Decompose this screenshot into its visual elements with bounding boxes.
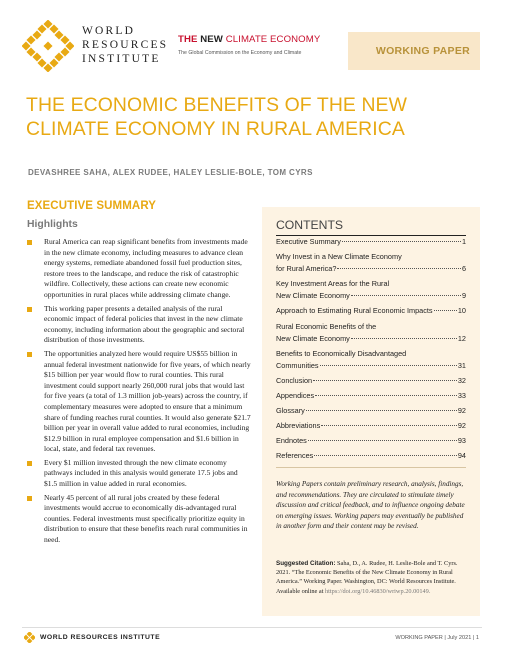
working-paper-badge — [348, 32, 480, 70]
citation-label: Suggested Citation: — [276, 560, 336, 567]
toc-entry[interactable] — [276, 333, 466, 345]
toc-entry[interactable] — [276, 290, 466, 302]
nce-subtitle: The Global Commission on the Economy and Climate — [178, 50, 302, 56]
toc-entry[interactable] — [276, 305, 466, 317]
footer-page-info: WORKING PAPER | July 2021 | 1 — [395, 635, 479, 641]
footer-org-name: WORLD RESOURCES INSTITUTE — [40, 634, 161, 641]
toc-entry[interactable] — [276, 236, 466, 248]
toc-page-number: 94 — [457, 451, 466, 461]
toc-label: Executive Summary — [276, 237, 341, 246]
toc-leader — [314, 455, 457, 456]
toc-page-number: 1 — [461, 237, 466, 246]
wri-footer-logo-icon — [24, 632, 35, 643]
logo-diamond — [49, 58, 58, 67]
page-title: THE ECONOMIC BENEFITS OF THE NEW CLIMATE ECONOMY IN RURAL AMERICA — [26, 94, 407, 140]
highlight-text: This working paper presents a detailed analysis of the rural economic impact of federal policies that invest in the new climate economy, including information about the geographic and sectoral distribution of those investments. — [44, 303, 245, 345]
nce-new: NEW — [200, 34, 226, 45]
org-name-line: WORLD — [82, 25, 136, 37]
toc-entry[interactable] — [276, 375, 466, 387]
toc-leader — [351, 338, 457, 339]
toc-entry[interactable] — [276, 450, 466, 462]
logo-diamond — [37, 58, 46, 67]
toc-line[interactable]: Key Investment Areas for the Rural — [276, 279, 390, 289]
toc-leader — [321, 425, 457, 426]
toc-label: Endnotes — [276, 436, 307, 446]
highlight-text: The opportunities analyzed here would require US$55 billion in annual federal investment nationwide for five years, of which nearly $15 billion per year would flow to rural counties. This rural investment could support nearly 260,000 rural jobs that would last for five years (a total of 1.3 million job-years) across the country, if complementary measures were adopted to ensure that a minimum share of funding reaches rural counties. It would also generate $21.7 billion per year in overall value added to rural economies, including $12.9 billion in rural employee compensation and $1.6 billion in local, state, and federal tax revenues. — [44, 348, 251, 454]
toc-page-number: 93 — [457, 436, 466, 446]
toc-leader — [351, 295, 461, 296]
toc-line[interactable]: Why Invest in a New Climate Economy — [276, 252, 402, 262]
toc-label: Abbreviations — [276, 421, 321, 431]
highlight-item — [27, 304, 252, 346]
contents-panel — [262, 207, 480, 616]
toc-leader — [434, 310, 457, 311]
toc-page-number: 9 — [461, 291, 466, 301]
logo-diamond — [43, 63, 52, 72]
toc-page-number: 92 — [457, 421, 466, 431]
highlight-item — [27, 493, 252, 546]
toc-page-number: 92 — [457, 406, 466, 416]
bullet-square-icon — [27, 461, 32, 466]
logo-diamond — [32, 30, 41, 39]
bullet-square-icon — [27, 352, 32, 357]
toc-entry[interactable] — [276, 405, 466, 417]
toc-label: Communities — [276, 360, 319, 370]
working-paper-note: Working Papers contain preliminary research, analysis, findings, and recommendations. They are circulated to stimulate timely discussion and critical feedback, and to influence ongoing debate on emerging issues. Working papers may eventually be published in another form and their content may be revised. — [276, 480, 465, 531]
logo-diamond — [54, 52, 63, 61]
toc-leader — [320, 365, 457, 366]
org-name-line: INSTITUTE — [82, 53, 161, 65]
toc-leader — [315, 395, 457, 396]
toc-label: Glossary — [276, 406, 305, 416]
highlight-item — [27, 237, 252, 301]
logo-diamond — [32, 52, 41, 61]
logo-diamond — [43, 41, 52, 50]
contents-title: CONTENTS — [276, 218, 344, 232]
toc-leader — [313, 380, 457, 381]
nce-rest: CLIMATE ECONOMY — [225, 34, 321, 45]
highlight-item — [27, 458, 252, 490]
section-heading: EXECUTIVE SUMMARY — [27, 200, 157, 212]
toc-label: Approach to Estimating Rural Economic Impacts — [276, 306, 433, 316]
toc-page-number: 12 — [457, 333, 466, 343]
toc-entry[interactable] — [276, 263, 466, 275]
highlights-list — [27, 237, 252, 549]
table-of-contents — [276, 236, 466, 463]
logo-diamond — [65, 41, 74, 50]
toc-leader — [308, 440, 457, 441]
bullet-square-icon — [27, 496, 32, 501]
toc-label: Conclusion — [276, 375, 313, 385]
toc-entry[interactable] — [276, 435, 466, 447]
toc-page-number: 32 — [457, 375, 466, 385]
toc-label: References — [276, 451, 314, 461]
toc-leader — [306, 410, 457, 411]
section-subheading: Highlights — [27, 219, 78, 230]
toc-label: for Rural America? — [276, 264, 337, 274]
toc-page-number: 10 — [457, 306, 466, 316]
logo-diamond — [43, 20, 52, 29]
suggested-citation — [276, 559, 468, 596]
highlight-text: Every $1 million invested through the new climate economy pathways included in this analysis would generate 17.5 jobs and $1.5 million in value added in rural economies. — [44, 457, 238, 489]
toc-label: Appendices — [276, 391, 315, 401]
toc-entry[interactable] — [276, 390, 466, 402]
highlight-text: Nearly 45 percent of all rural jobs created by these federal investments would accrue to economically dis-advantaged rural counties. Federal investments must specifically prioritize equity in distribution to ensure that these benefits reach rural communities in need. — [44, 492, 248, 545]
toc-leader — [342, 241, 461, 242]
logo-diamond — [37, 24, 46, 33]
org-name — [82, 24, 168, 66]
highlight-text: Rural America can reap significant benefits from investments made in the new climate economy, including measures to advance clean energy systems, remediate abandoned fossil fuel production sites, restore trees to the landscape, and reduce the risk of catastrophic wildfire. Collectively, these actions can create new economic opportunities in rural places while addressing climate change. — [44, 237, 248, 299]
logo-diamond — [26, 47, 35, 56]
logo-diamond — [22, 41, 31, 50]
wri-logo-icon — [22, 20, 74, 72]
divider — [276, 467, 466, 468]
toc-page-number: 33 — [457, 391, 466, 401]
toc-line[interactable]: Benefits to Economically Disadvantaged — [276, 348, 407, 358]
toc-label: New Climate Economy — [276, 333, 350, 343]
nce-title — [178, 34, 320, 45]
logo-diamond — [26, 35, 35, 44]
org-name-line: RESOURCES — [82, 39, 169, 51]
logo-diamond — [60, 47, 69, 56]
toc-page-number: 6 — [461, 264, 466, 274]
highlight-item — [27, 349, 252, 455]
logo-diamond — [60, 35, 69, 44]
toc-line[interactable]: Rural Economic Benefits of the — [276, 321, 377, 331]
new-climate-economy-logo — [178, 34, 320, 56]
working-paper-label: WORKING PAPER — [375, 45, 470, 57]
toc-entry[interactable] — [276, 420, 466, 432]
toc-page-number: 31 — [457, 360, 466, 370]
logo-diamond — [49, 24, 58, 33]
citation-text: Saha, D., A. Rudee, H. Leslie-Bole and T. Cyrs. 2021. “The Economic Benefits of the New Climate Economy in Rural America.” Working Paper. Washington, DC: World Resources Institute. Available online at — [276, 560, 458, 595]
toc-entry[interactable] — [276, 360, 466, 372]
nce-the: THE — [178, 34, 201, 45]
logo-diamond — [54, 30, 63, 39]
authors: DEVASHREE SAHA, ALEX RUDEE, HALEY LESLIE-BOLE, TOM CYRS — [28, 168, 313, 177]
footer-divider — [22, 627, 482, 628]
toc-leader — [337, 268, 461, 269]
bullet-square-icon — [27, 240, 32, 245]
citation-link[interactable]: https://doi.org/10.46830/wriwp.20.00149. — [325, 587, 431, 595]
toc-label: New Climate Economy — [276, 291, 350, 301]
bullet-square-icon — [27, 307, 32, 312]
